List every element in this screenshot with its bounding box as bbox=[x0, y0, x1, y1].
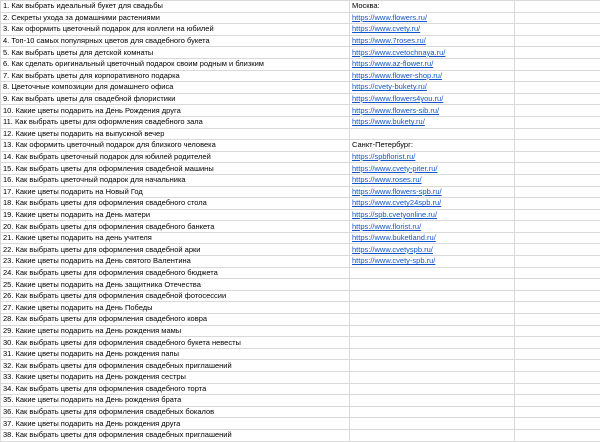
cell-label[interactable] bbox=[350, 360, 515, 372]
cell-empty[interactable] bbox=[515, 163, 600, 175]
cell-topic[interactable]: 8. Цветочные композиции для домашнего офиса bbox=[1, 82, 350, 94]
table-row[interactable] bbox=[1, 163, 600, 175]
cell-topic[interactable]: 35. Какие цветы подарить на День рождения брата bbox=[1, 395, 350, 407]
cell-link[interactable] bbox=[350, 58, 515, 70]
cell-label[interactable] bbox=[350, 406, 515, 418]
cell-empty[interactable] bbox=[515, 174, 600, 186]
cell-topic[interactable]: 30. Как выбрать цветы для оформления свадебного букета невесты bbox=[1, 337, 350, 349]
link-text[interactable]: https://spbflorist.ru/ bbox=[352, 152, 415, 161]
cell-topic[interactable]: 29. Какие цветы подарить на День рождения мамы bbox=[1, 325, 350, 337]
cell-empty[interactable] bbox=[515, 267, 600, 279]
cell-topic[interactable]: 22. Как выбрать цветы для оформления свадебной арки bbox=[1, 244, 350, 256]
table-row[interactable] bbox=[1, 82, 600, 94]
table-row[interactable] bbox=[1, 151, 600, 163]
table-row[interactable] bbox=[1, 256, 600, 268]
cell-topic[interactable]: 21. Какие цветы подарить на день учителя bbox=[1, 232, 350, 244]
table-row[interactable] bbox=[1, 337, 600, 349]
table-row[interactable] bbox=[1, 140, 600, 152]
table-body bbox=[1, 1, 600, 442]
cell-empty[interactable] bbox=[515, 47, 600, 59]
table-row[interactable] bbox=[1, 198, 600, 210]
link-text[interactable]: https://www.buketland.ru/ bbox=[352, 233, 436, 242]
cell-empty[interactable] bbox=[515, 360, 600, 372]
table-row[interactable] bbox=[1, 429, 600, 441]
cell-topic[interactable]: 12. Какие цветы подарить на выпускной вечер bbox=[1, 128, 350, 140]
cell-empty[interactable] bbox=[515, 140, 600, 152]
cell-empty[interactable] bbox=[515, 70, 600, 82]
cell-empty[interactable] bbox=[515, 325, 600, 337]
link-text[interactable]: https://www.cvetyspb.ru/ bbox=[352, 245, 433, 254]
link-text[interactable]: https://cvety-bukety.ru/ bbox=[352, 82, 427, 91]
cell-empty[interactable] bbox=[515, 128, 600, 140]
cell-empty[interactable] bbox=[515, 1, 600, 13]
table-row[interactable] bbox=[1, 47, 600, 59]
cell-empty[interactable] bbox=[515, 406, 600, 418]
table-row[interactable] bbox=[1, 348, 600, 360]
cell-empty[interactable] bbox=[515, 302, 600, 314]
cell-label[interactable] bbox=[350, 348, 515, 360]
cell-empty[interactable] bbox=[515, 209, 600, 221]
cell-empty[interactable] bbox=[515, 151, 600, 163]
cell-topic[interactable]: 4. Топ-10 самых популярных цветов для свадебного букета bbox=[1, 35, 350, 47]
cell-empty[interactable] bbox=[515, 429, 600, 441]
cell-label[interactable] bbox=[350, 128, 515, 140]
cell-topic[interactable]: 10. Какие цветы подарить на День Рождения друга bbox=[1, 105, 350, 117]
cell-link[interactable] bbox=[350, 35, 515, 47]
table-row[interactable] bbox=[1, 279, 600, 291]
table-row[interactable] bbox=[1, 221, 600, 233]
cell-label[interactable] bbox=[350, 267, 515, 279]
link-text[interactable]: https://www.cvety-spb.ru/ bbox=[352, 256, 435, 265]
cell-label[interactable] bbox=[350, 279, 515, 291]
cell-empty[interactable] bbox=[515, 395, 600, 407]
cell-label[interactable] bbox=[350, 1, 515, 13]
cell-empty[interactable] bbox=[515, 116, 600, 128]
cell-link[interactable] bbox=[350, 116, 515, 128]
link-text[interactable]: https://www.flowers-sib.ru/ bbox=[352, 106, 439, 115]
link-text[interactable]: https://www.flowers4you.ru/ bbox=[352, 94, 443, 103]
cell-empty[interactable] bbox=[515, 82, 600, 94]
link-text[interactable]: https://www.cvety24spb.ru/ bbox=[352, 198, 441, 207]
cell-topic[interactable]: 7. Как выбрать цветы для корпоративного подарка bbox=[1, 70, 350, 82]
table-row[interactable] bbox=[1, 70, 600, 82]
cell-topic[interactable]: 26. Как выбрать цветы для оформления свадебной фотосессии bbox=[1, 290, 350, 302]
cell-topic[interactable]: 25. Какие цветы подарить на День защитника Отечества bbox=[1, 279, 350, 291]
cell-empty[interactable] bbox=[515, 348, 600, 360]
cell-label[interactable] bbox=[350, 337, 515, 349]
cell-empty[interactable] bbox=[515, 290, 600, 302]
cell-link[interactable] bbox=[350, 47, 515, 59]
cell-empty[interactable] bbox=[515, 372, 600, 384]
cell-topic[interactable]: 33. Какие цветы подарить на День рождения сестры bbox=[1, 372, 350, 384]
cell-link[interactable] bbox=[350, 24, 515, 36]
cell-topic[interactable]: 2. Секреты ухода за домашними растениями bbox=[1, 12, 350, 24]
link-text[interactable]: https://www.flowers-spb.ru/ bbox=[352, 187, 442, 196]
cell-empty[interactable] bbox=[515, 418, 600, 430]
table-row[interactable] bbox=[1, 267, 600, 279]
link-text[interactable]: https://www.roses.ru/ bbox=[352, 175, 422, 184]
cell-link[interactable] bbox=[350, 12, 515, 24]
link-text[interactable]: https://www.cvety-piter.ru/ bbox=[352, 164, 437, 173]
link-text[interactable]: https://www.cvetochnaya.ru/ bbox=[352, 48, 445, 57]
cell-link[interactable] bbox=[350, 151, 515, 163]
cell-link[interactable] bbox=[350, 93, 515, 105]
cell-label[interactable] bbox=[350, 290, 515, 302]
table-row[interactable] bbox=[1, 325, 600, 337]
cell-empty[interactable] bbox=[515, 105, 600, 117]
cell-empty[interactable] bbox=[515, 221, 600, 233]
cell-link[interactable] bbox=[350, 209, 515, 221]
cell-topic[interactable]: 9. Как выбрать цветы для свадебной флористики bbox=[1, 93, 350, 105]
cell-topic[interactable]: 3. Как оформить цветочный подарок для коллеги на юбилей bbox=[1, 24, 350, 36]
link-text[interactable]: https://www.bukety.ru/ bbox=[352, 117, 425, 126]
table-row[interactable] bbox=[1, 186, 600, 198]
table-row[interactable] bbox=[1, 372, 600, 384]
table-row[interactable] bbox=[1, 314, 600, 326]
cell-topic[interactable]: 37. Какие цветы подарить на День рождения друга bbox=[1, 418, 350, 430]
cell-label[interactable] bbox=[350, 372, 515, 384]
cell-topic[interactable]: 11. Как выбрать цветы для оформления свадебного зала bbox=[1, 116, 350, 128]
cell-label[interactable] bbox=[350, 429, 515, 441]
cell-topic[interactable]: 5. Как выбрать цветы для детской комнаты bbox=[1, 47, 350, 59]
table-row[interactable] bbox=[1, 12, 600, 24]
cell-empty[interactable] bbox=[515, 337, 600, 349]
cell-topic[interactable]: 28. Как выбрать цветы для оформления свадебного ковра bbox=[1, 314, 350, 326]
cell-label[interactable] bbox=[350, 395, 515, 407]
cell-empty[interactable] bbox=[515, 186, 600, 198]
cell-empty[interactable] bbox=[515, 232, 600, 244]
label-text: Москва: bbox=[352, 1, 380, 10]
cell-topic[interactable]: 23. Какие цветы подарить на День святого Валентина bbox=[1, 256, 350, 268]
cell-empty[interactable] bbox=[515, 256, 600, 268]
table-row[interactable] bbox=[1, 128, 600, 140]
table-row[interactable] bbox=[1, 395, 600, 407]
cell-empty[interactable] bbox=[515, 58, 600, 70]
cell-empty[interactable] bbox=[515, 35, 600, 47]
table-row[interactable] bbox=[1, 290, 600, 302]
cell-link[interactable] bbox=[350, 221, 515, 233]
table-row[interactable] bbox=[1, 232, 600, 244]
cell-link[interactable] bbox=[350, 186, 515, 198]
link-text[interactable]: https://spb.cvetyonline.ru/ bbox=[352, 210, 437, 219]
cell-topic[interactable]: 15. Как выбрать цветы для оформления свадебной машины bbox=[1, 163, 350, 175]
cell-topic[interactable]: 14. Как выбрать цветочный подарок для юбилей родителей bbox=[1, 151, 350, 163]
table-row[interactable] bbox=[1, 174, 600, 186]
cell-label[interactable] bbox=[350, 418, 515, 430]
cell-link[interactable] bbox=[350, 70, 515, 82]
table-row[interactable] bbox=[1, 406, 600, 418]
cell-topic[interactable]: 36. Как выбрать цветы для оформления свадебных бокалов bbox=[1, 406, 350, 418]
cell-topic[interactable]: 20. Как выбрать цветы для оформления свадебного банкета bbox=[1, 221, 350, 233]
table-row[interactable] bbox=[1, 35, 600, 47]
table-row[interactable] bbox=[1, 105, 600, 117]
table-row[interactable] bbox=[1, 302, 600, 314]
cell-empty[interactable] bbox=[515, 279, 600, 291]
label-text: Санкт-Петербург: bbox=[352, 140, 413, 149]
cell-link[interactable] bbox=[350, 232, 515, 244]
table-row[interactable] bbox=[1, 244, 600, 256]
table-row[interactable] bbox=[1, 383, 600, 395]
table-row[interactable] bbox=[1, 360, 600, 372]
cell-link[interactable] bbox=[350, 174, 515, 186]
cell-label[interactable] bbox=[350, 302, 515, 314]
cell-link[interactable] bbox=[350, 244, 515, 256]
cell-empty[interactable] bbox=[515, 314, 600, 326]
cell-empty[interactable] bbox=[515, 12, 600, 24]
cell-link[interactable] bbox=[350, 105, 515, 117]
link-text[interactable]: https://www.florist.ru/ bbox=[352, 222, 421, 231]
cell-topic[interactable]: 16. Как выбрать цветочный подарок для начальника bbox=[1, 174, 350, 186]
link-text[interactable]: https://www.flowers.ru/ bbox=[352, 13, 427, 22]
cell-empty[interactable] bbox=[515, 198, 600, 210]
cell-link[interactable] bbox=[350, 198, 515, 210]
table-row[interactable] bbox=[1, 24, 600, 36]
cell-topic[interactable]: 24. Как выбрать цветы для оформления свадебного бюджета bbox=[1, 267, 350, 279]
cell-link[interactable] bbox=[350, 82, 515, 94]
table-row[interactable] bbox=[1, 116, 600, 128]
cell-topic[interactable]: 6. Как сделать оригинальный цветочный подарок своим родным и близким bbox=[1, 58, 350, 70]
cell-label[interactable] bbox=[350, 325, 515, 337]
cell-empty[interactable] bbox=[515, 24, 600, 36]
cell-empty[interactable] bbox=[515, 93, 600, 105]
cell-topic[interactable]: 31. Какие цветы подарить на День рождения папы bbox=[1, 348, 350, 360]
table-row[interactable] bbox=[1, 93, 600, 105]
cell-link[interactable] bbox=[350, 163, 515, 175]
cell-topic[interactable]: 17. Какие цветы подарить на Новый Год bbox=[1, 186, 350, 198]
table-row[interactable] bbox=[1, 1, 600, 13]
cell-topic[interactable]: 27. Какие цветы подарить на День Победы bbox=[1, 302, 350, 314]
link-text[interactable]: https://www.flower-shop.ru/ bbox=[352, 71, 442, 80]
cell-topic[interactable]: 38. Как выбрать цветы для оформления свадебных приглашений bbox=[1, 429, 350, 441]
table-row[interactable] bbox=[1, 58, 600, 70]
table-row[interactable] bbox=[1, 209, 600, 221]
cell-empty[interactable] bbox=[515, 244, 600, 256]
table-row[interactable] bbox=[1, 418, 600, 430]
cell-topic[interactable]: 34. Как выбрать цветы для оформления свадебного торта bbox=[1, 383, 350, 395]
cell-label[interactable] bbox=[350, 383, 515, 395]
link-text[interactable]: https://www.cvety.ru/ bbox=[352, 24, 420, 33]
cell-topic[interactable]: 13. Как оформить цветочный подарок для близкого человека bbox=[1, 140, 350, 152]
cell-label[interactable] bbox=[350, 140, 515, 152]
cell-topic[interactable]: 32. Как выбрать цветы для оформления свадебных приглашений bbox=[1, 360, 350, 372]
cell-topic[interactable]: 19. Какие цветы подарить на День матери bbox=[1, 209, 350, 221]
cell-empty[interactable] bbox=[515, 383, 600, 395]
cell-link[interactable] bbox=[350, 256, 515, 268]
cell-topic[interactable]: 18. Как выбрать цветы для оформления свадебного стола bbox=[1, 198, 350, 210]
link-text[interactable]: https://www.az-flower.ru/ bbox=[352, 59, 433, 68]
cell-label[interactable] bbox=[350, 314, 515, 326]
link-text[interactable]: https://www.7roses.ru/ bbox=[352, 36, 426, 45]
cell-topic[interactable]: 1. Как выбрать идеальный букет для свадьбы bbox=[1, 1, 350, 13]
